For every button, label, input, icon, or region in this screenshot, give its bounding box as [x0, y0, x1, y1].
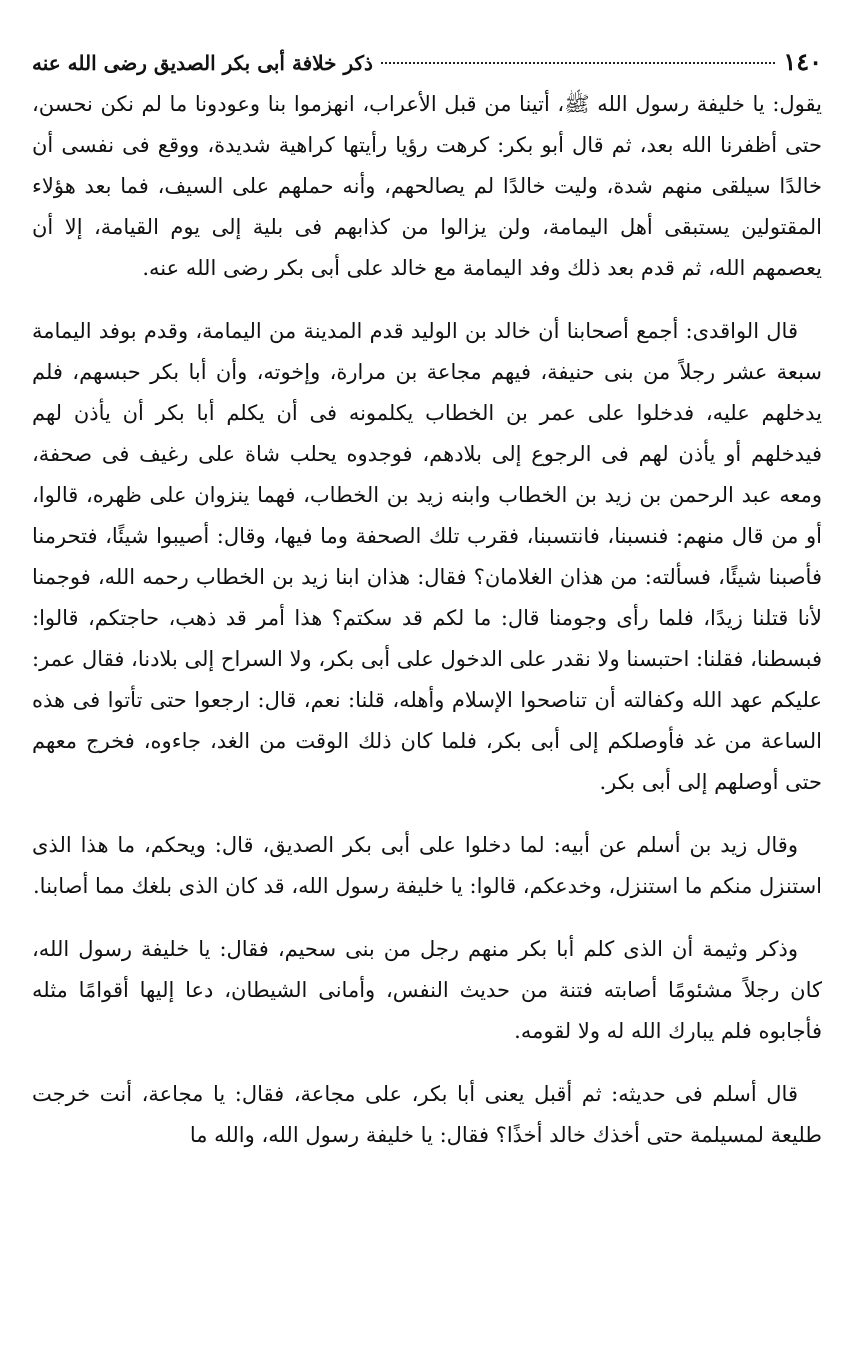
page-number: ١٤٠ — [783, 47, 822, 76]
dotted-leader — [381, 48, 775, 64]
paragraph: وقال زيد بن أسلم عن أبيه: لما دخلوا على أبى بكر الصديق، قال: ويحكم، ما هذا الذى استنزل منكم ما استنزل، وخدعكم، قالوا: يا خليفة رسول الله، قد كان الذى بلغك مما أصابنا. — [32, 833, 822, 898]
book-page — [32, 44, 822, 1344]
paragraph: قال أسلم فى حديثه: ثم أقبل يعنى أبا بكر، على مجاعة، فقال: يا مجاعة، أنت خرجت طليعة لمسيلمة حتى أخذك خالد أخذًا؟ فقال: يا خليفة رسول الله، والله ما — [32, 1082, 822, 1147]
paragraph: وذكر وثيمة أن الذى كلم أبا بكر منهم رجل من بنى سحيم، فقال: يا خليفة رسول الله، كان رجلاً مشئومًا أصابته فتنة من حديث النفس، وأمانى الشيطان، دعا إليها أقوامًا مثله فأجابوه فلم يبارك الله له ولا لقومه. — [32, 937, 822, 1043]
body-text — [32, 84, 822, 1156]
chapter-title: ذكر خلافة أبى بكر الصديق رضى الله عنه — [32, 51, 373, 75]
paragraph: يقول: يا خليفة رسول الله ﷺ، أتينا من قبل الأعراب، انهزموا بنا وعودونا ما لم نكن نحسن، حتى أظفرنا الله بعد، ثم قال أبو بكر: كرهت رؤيا رأيتها كراهية شديدة، ووقع فى نفسى أن خالدًا سيلقى منهم شدة، وليت خالدًا لم يصالحهم، وأنه حملهم على السيف، فما بعد هؤلاء المقتولين يستبقى أهل اليمامة، ولن يزالوا من كذابهم فى بلية إلى يوم القيامة، إلا أن يعصمهم الله، ثم قدم بعد ذلك وفد اليمامة مع خالد على أبى بكر رضى الله عنه. — [32, 92, 822, 280]
paragraph: قال الواقدى: أجمع أصحابنا أن خالد بن الوليد قدم المدينة من اليمامة، وقدم بوفد اليمامة سبعة عشر رجلاً من بنى حنيفة، فيهم مجاعة بن مرارة، وإخوته، وأن أبا بكر حبسهم، فلم يدخلهم عليه، فدخلوا على عمر بن الخطاب يكلمونه فى أن يكلم أبا بكر أن يأذن لهم فيدخلهم أو يأذن لهم فى الرجوع إلى بلادهم، فوجدوه يحلب شاة على رغيف فى صحفة، ومعه عبد الرحمن بن زيد بن الخطاب وابنه زيد بن الخطاب، فهما ينزوان على ظهره، قالوا، أو من قال منهم: فنسبنا، فانتسبنا، فقرب تلك الصحفة وما فيها، وقال: أصيبوا شيئًا، فتحرمنا فأصبنا شيئًا، فسألته: من هذان الغلامان؟ فقال: هذان ابنا زيد بن الخطاب رحمه الله، فوجمنا لأنا قتلنا زيدًا، فلما رأى وجومنا قال: ما لكم قد سكتم؟ هذا أمر قد ذهب، حاجتكم، قالوا: فبسطنا، فقلنا: احتبسنا ولا نقدر على الدخول على أبى بكر، ولا السراح إلى بلادنا، فقال عمر: عليكم عهد الله وكفالته أن تناصحوا الإسلام وأهله، قلنا: نعم، قال: ارجعوا حتى تأتوا فى هذه الساعة من غد فأوصلكم إلى أبى بكر، فلما كان ذلك الوقت من الغد، جاءوه، فخرج معهم حتى أوصلهم إلى أبى بكر. — [32, 319, 822, 794]
running-header — [32, 44, 822, 80]
